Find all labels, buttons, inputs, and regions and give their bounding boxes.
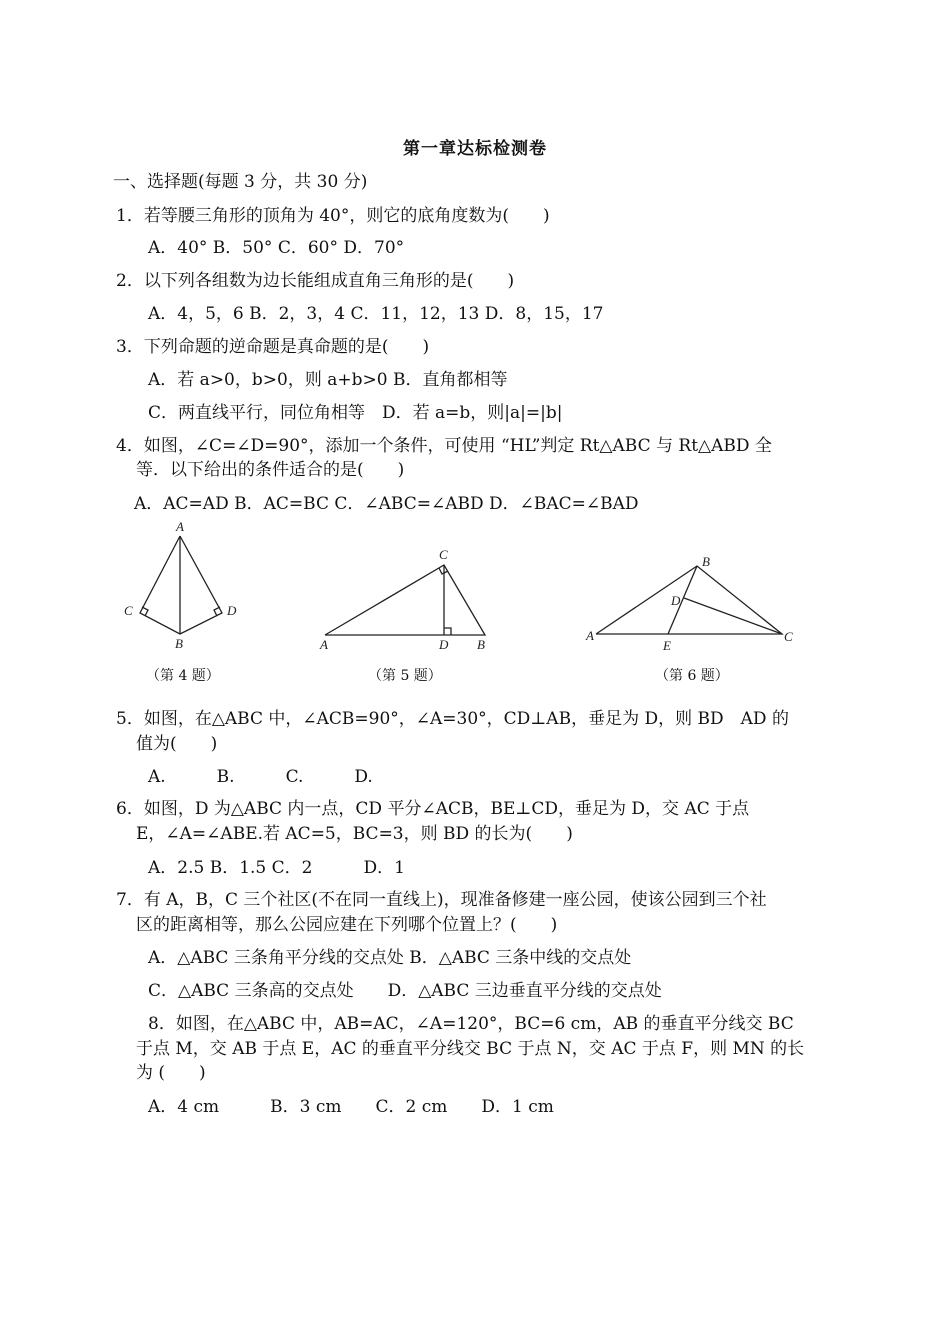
fig5-label-b: B (477, 637, 485, 652)
fig4-label-c: C (124, 603, 133, 618)
q1-stem: 1．若等腰三角形的顶角为 40°，则它的底角度数为( ) (116, 206, 550, 226)
figure-q6 (580, 550, 810, 660)
q8-options: A．4 cm B．3 cm C．2 cm D．1 cm (148, 1097, 554, 1117)
q8-stem-line-2: 于点 M，交 AB 于点 E，AC 的垂直平分线交 BC 于点 N，交 AC 于点 F，则 MN 的长 (136, 1039, 805, 1059)
fig5-label-d: D (439, 637, 449, 652)
page-title: 第一章达标检测卷 (403, 139, 547, 159)
q7-option-line-1: A．△ABC 三条角平分线的交点处 B．△ABC 三条中线的交点处 (148, 948, 632, 968)
q8-stem-line-1: 8．如图，在△ABC 中，AB=AC，∠A=120°，BC=6 cm，AB 的垂直平分线交 BC (148, 1014, 794, 1034)
fig4-label-d: D (227, 603, 237, 618)
fig6-label-c: C (784, 629, 793, 644)
q8-stem-line-3: 为 ( ) (136, 1063, 206, 1083)
fig4-label-b: B (175, 636, 183, 651)
q1-options: A．40° B．50° C．60° D．70° (148, 238, 405, 258)
fig6-label-a: A (586, 628, 594, 643)
q4-options: A．AC=AD B．AC=BC C．∠ABC=∠ABD D．∠BAC=∠BAD (134, 494, 639, 514)
q5-options: A. B. C. D. (148, 767, 373, 787)
q7-stem-line-2: 区的距离相等，那么公园应建在下列哪个位置上？( ) (136, 915, 558, 935)
fig4-label-a: A (176, 519, 184, 534)
q6-stem-line-2: E，∠A=∠ABE.若 AC=5，BC=3，则 BD 的长为( ) (136, 824, 573, 844)
q6-stem-line-1: 6．如图，D 为△ABC 内一点，CD 平分∠ACB，BE⊥CD，垂足为 D，交 AC 于点 (116, 799, 750, 819)
fig4-caption: （第 4 题） (146, 668, 220, 684)
q5-stem-line-1: 5．如图，在△ABC 中，∠ACB=90°，∠A=30°，CD⊥AB，垂足为 D，则 BD AD 的 (116, 709, 789, 729)
q3-option-line-2: C．两直线平行，同位角相等 D．若 a=b，则|a|=|b| (148, 403, 563, 423)
fig6-label-d: D (671, 593, 681, 608)
q5-stem-line-2: 值为( ) (136, 734, 218, 754)
q4-stem-line-2: 等．以下给出的条件适合的是( ) (136, 460, 405, 480)
q4-stem-line-1: 4．如图，∠C=∠D=90°，添加一个条件，可使用 “HL”判定 Rt△ABC 与 Rt△ABD 全 (116, 436, 772, 456)
figure-q5 (315, 545, 495, 655)
q3-stem: 3．下列命题的逆命题是真命题的是( ) (116, 337, 430, 357)
q7-stem-line-1: 7．有 A，B，C 三个社区(不在同一直线上)，现准备修建一座公园，使该公园到三个社 (116, 890, 767, 910)
fig5-label-a: A (320, 637, 328, 652)
fig5-caption: （第 5 题） (368, 668, 442, 684)
fig5-label-c: C (439, 547, 448, 562)
q2-stem: 2．以下列各组数为边长能组成直角三角形的是( ) (116, 271, 515, 291)
fig6-label-e: E (663, 638, 671, 653)
figure-q4 (115, 517, 255, 657)
q2-options: A．4，5，6 B．2，3，4 C．11，12，13 D．8，15，17 (148, 304, 604, 324)
q6-options: A．2.5 B．1.5 C．2 D．1 (148, 858, 405, 878)
q3-option-line-1: A．若 a>0，b>0，则 a+b>0 B．直角都相等 (148, 370, 508, 390)
q7-option-line-2: C．△ABC 三条高的交点处 D．△ABC 三边垂直平分线的交点处 (148, 981, 662, 1001)
fig6-label-b: B (702, 554, 710, 569)
section-heading: 一、选择题(每题 3 分，共 30 分) (113, 172, 368, 192)
fig6-caption: （第 6 题） (655, 668, 729, 684)
